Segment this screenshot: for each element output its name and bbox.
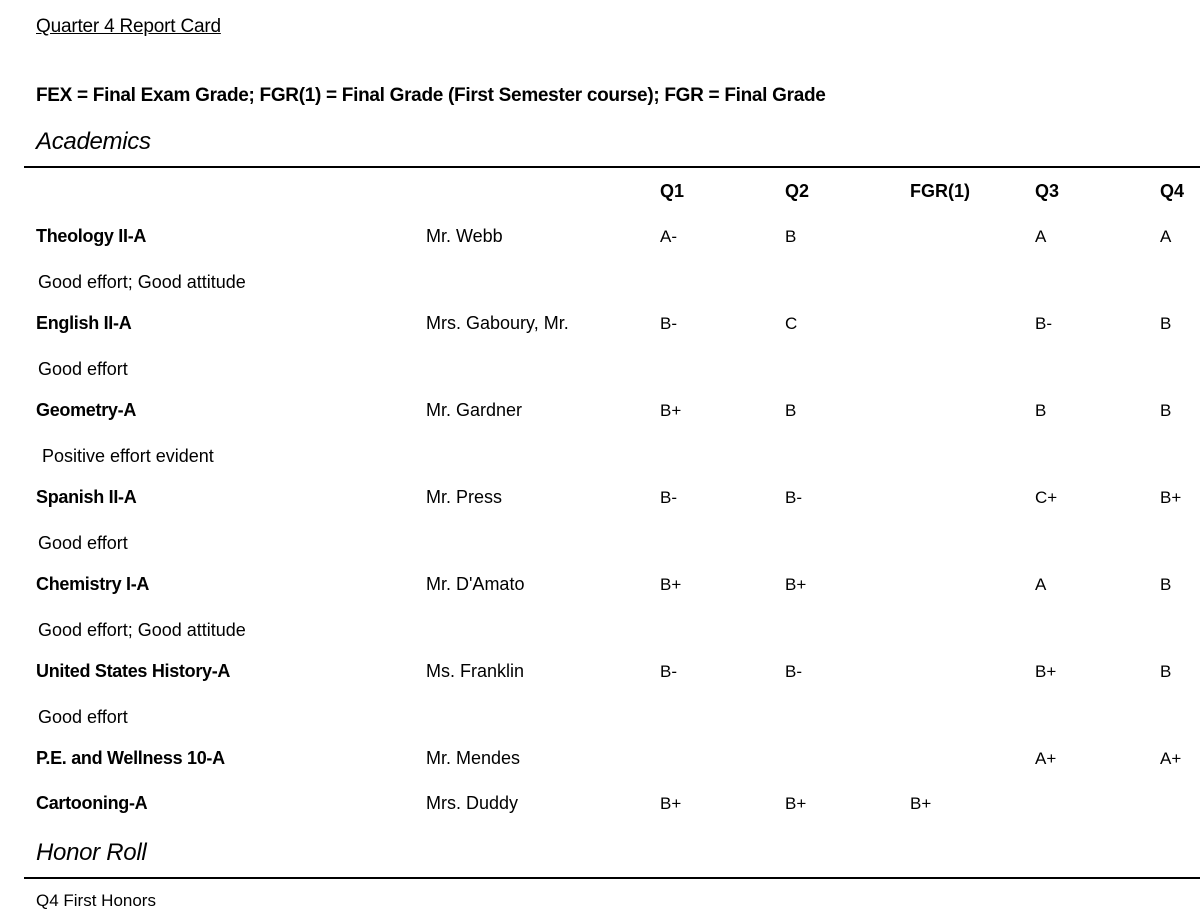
grade-q2: C <box>785 314 798 333</box>
academics-heading: Academics <box>36 128 151 155</box>
grade-q3: C+ <box>1035 488 1058 507</box>
column-header-q3: Q3 <box>1035 181 1060 201</box>
grade-q2: B+ <box>785 575 807 594</box>
course-comment: Good effort; Good attitude <box>38 620 246 640</box>
teacher-name: Mrs. Gaboury, Mr. <box>426 313 569 333</box>
course-comment: Good effort <box>38 359 128 379</box>
grade-q4: B+ <box>1160 488 1182 507</box>
honor-roll-item: Q4 First Honors <box>36 891 156 910</box>
teacher-name: Mr. D'Amato <box>426 574 525 594</box>
column-header-q1: Q1 <box>660 181 685 201</box>
academics-divider <box>24 166 1200 168</box>
course-name: United States History-A <box>36 661 231 681</box>
course-name: Cartooning-A <box>36 793 148 813</box>
grade-q4: A+ <box>1160 749 1182 768</box>
grade-q2: B <box>785 401 797 420</box>
grade-q3: B- <box>1035 314 1052 333</box>
honor-roll-heading: Honor Roll <box>36 839 147 866</box>
report-title: Quarter 4 Report Card <box>36 16 221 37</box>
grade-q1: B- <box>660 314 677 333</box>
grade-q4: B <box>1160 575 1172 594</box>
grade-q4: B <box>1160 401 1172 420</box>
grade-q3: A+ <box>1035 749 1057 768</box>
honor-roll-divider <box>24 877 1200 879</box>
grade-q3: A <box>1035 575 1047 594</box>
grade-q1: B+ <box>660 401 682 420</box>
grade-q3: B+ <box>1035 662 1057 681</box>
grade-q2: B <box>785 227 797 246</box>
course-name: P.E. and Wellness 10-A <box>36 748 225 768</box>
course-comment: Good effort <box>38 533 128 553</box>
course-name: English II-A <box>36 313 132 333</box>
grade-q4: B <box>1160 314 1172 333</box>
course-name: Geometry-A <box>36 400 137 420</box>
grade-q1: A- <box>660 227 677 246</box>
teacher-name: Ms. Franklin <box>426 661 525 681</box>
grade-q1: B- <box>660 488 677 507</box>
grade-q2: B- <box>785 488 802 507</box>
grade-q1: B+ <box>660 575 682 594</box>
grade-q2: B+ <box>785 794 807 813</box>
course-comment: Good effort <box>38 707 128 727</box>
teacher-name: Mr. Webb <box>426 226 503 246</box>
course-comment: Positive effort evident <box>42 446 214 466</box>
teacher-name: Mr. Gardner <box>426 400 523 420</box>
column-header-q4: Q4 <box>1160 181 1185 201</box>
grade-q1: B+ <box>660 794 682 813</box>
grade-q4: A <box>1160 227 1172 246</box>
grade-q3: A <box>1035 227 1047 246</box>
grade-legend: FEX = Final Exam Grade; FGR(1) = Final Grade (First Semester course); FGR = Final Grade <box>36 85 826 106</box>
course-comment: Good effort; Good attitude <box>38 272 246 292</box>
column-header-q2: Q2 <box>785 181 810 201</box>
teacher-name: Mrs. Duddy <box>426 793 519 813</box>
teacher-name: Mr. Mendes <box>426 748 521 768</box>
grade-q1: B- <box>660 662 677 681</box>
grade-q3: B <box>1035 401 1047 420</box>
course-name: Chemistry I-A <box>36 574 150 594</box>
grade-fgr1: B+ <box>910 794 932 813</box>
course-name: Spanish II-A <box>36 487 137 507</box>
teacher-name: Mr. Press <box>426 487 503 507</box>
grade-q2: B- <box>785 662 802 681</box>
grade-q4: B <box>1160 662 1172 681</box>
course-name: Theology II-A <box>36 226 147 246</box>
column-header-fgr1: FGR(1) <box>910 181 970 201</box>
